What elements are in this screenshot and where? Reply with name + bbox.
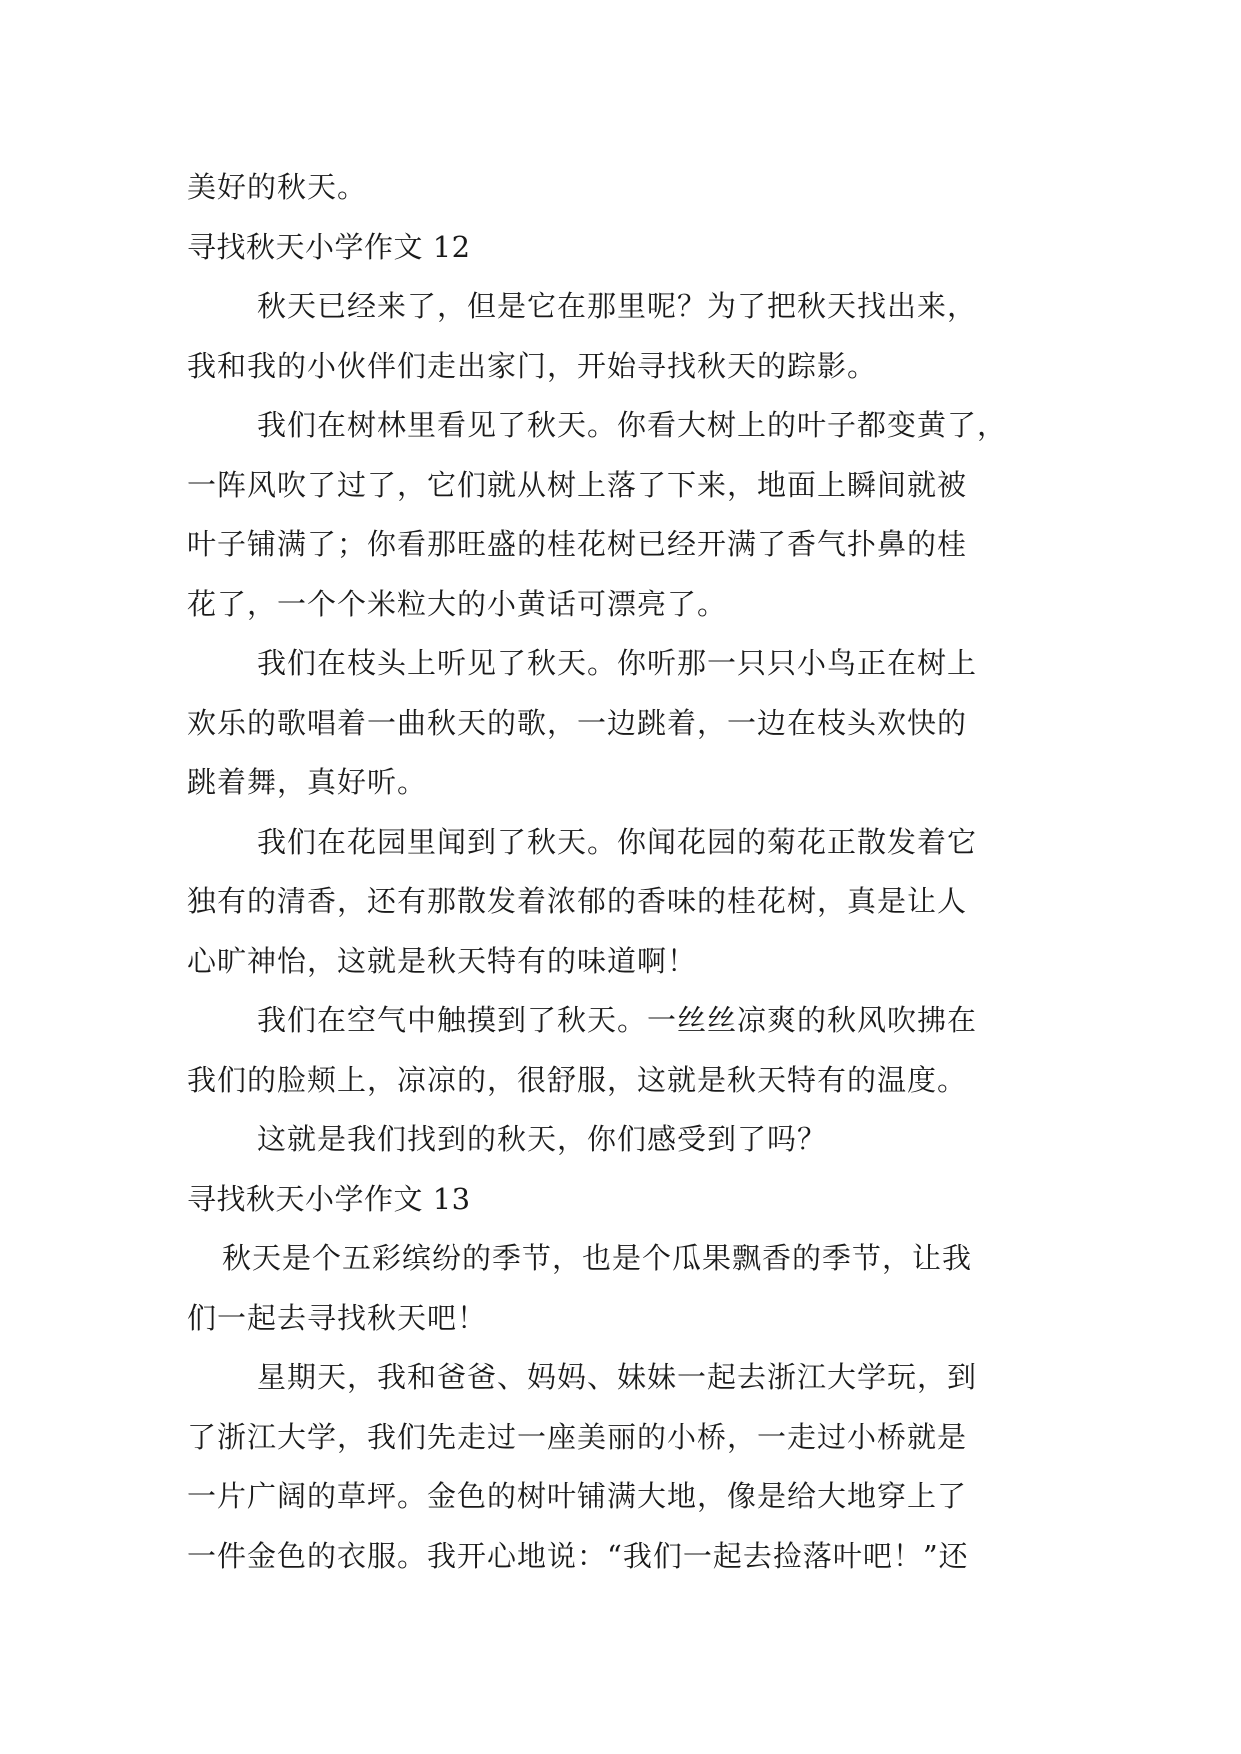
text-line: 一片广阔的草坪。金色的树叶铺满大地，像是给大地穿上了 xyxy=(187,1479,968,1513)
text-line: 独有的清香，还有那散发着浓郁的香味的桂花树，真是让人 xyxy=(187,884,968,918)
paragraph-first-line: 秋天已经来了，但是它在那里呢？为了把秋天找出来， xyxy=(257,289,978,323)
text-line: 跳着舞，真好听。 xyxy=(187,765,428,799)
text-line: 美好的秋天。 xyxy=(187,170,368,204)
document-page xyxy=(187,158,1067,1586)
text-line: 我和我的小伙伴们走出家门，开始寻找秋天的踪影。 xyxy=(187,348,878,383)
text-line: 花了，一个个米粒大的小黄话可漂亮了。 xyxy=(187,586,728,621)
paragraph-first-line: 我们在枝头上听见了秋天。你听那一只只小鸟正在树上 xyxy=(257,646,978,680)
paragraph-first-line: 我们在花园里闻到了秋天。你闻花园的菊花正散发着它 xyxy=(257,824,978,859)
text-line: 们一起去寻找秋天吧！ xyxy=(187,1300,488,1335)
paragraph-first-line: 我们在空气中触摸到了秋天。一丝丝凉爽的秋风吹拂在 xyxy=(257,1003,978,1037)
text-line: 欢乐的歌唱着一曲秋天的歌，一边跳着，一边在枝头欢快的 xyxy=(187,705,968,740)
text-line: 了浙江大学，我们先走过一座美丽的小桥，一走过小桥就是 xyxy=(187,1419,968,1454)
paragraph-first-line: 秋天是个五彩缤纷的季节，也是个瓜果飘香的季节，让我 xyxy=(222,1241,973,1275)
paragraph-first-line: 这就是我们找到的秋天，你们感受到了吗？ xyxy=(257,1122,828,1156)
text-line: 我们的脸颊上，凉凉的，很舒服，这就是秋天特有的温度。 xyxy=(187,1062,968,1097)
essay-heading: 寻找秋天小学作文 12 xyxy=(187,229,471,264)
essay-heading: 寻找秋天小学作文 13 xyxy=(187,1181,471,1216)
text-line: 一件金色的衣服。我开心地说：“我们一起去捡落叶吧！”还 xyxy=(187,1538,969,1573)
text-line: 一阵风吹了过了，它们就从树上落了下来，地面上瞬间就被 xyxy=(187,467,968,502)
paragraph-first-line: 我们在树林里看见了秋天。你看大树上的叶子都变黄了， xyxy=(257,408,1008,442)
paragraph-first-line: 星期天，我和爸爸、妈妈、妹妹一起去浙江大学玩，到 xyxy=(257,1360,978,1394)
text-line: 心旷神怡，这就是秋天特有的味道啊！ xyxy=(187,943,698,978)
text-line: 叶子铺满了；你看那旺盛的桂花树已经开满了香气扑鼻的桂 xyxy=(187,527,968,561)
